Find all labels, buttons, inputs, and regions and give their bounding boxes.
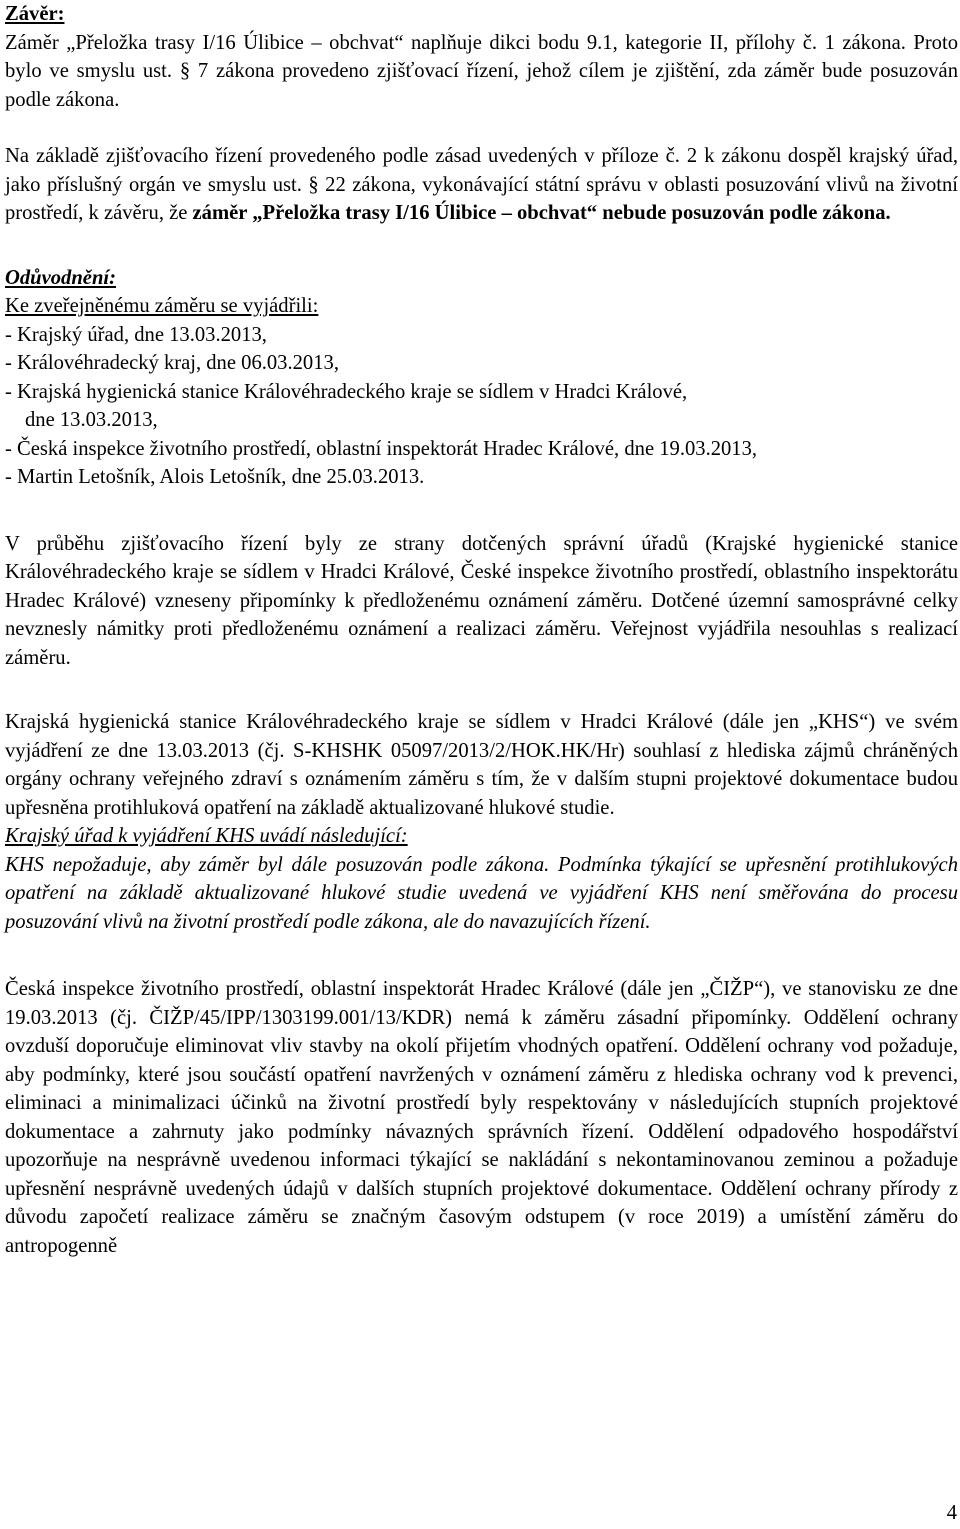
khs-reply-paragraph: KHS nepožaduje, aby záměr byl dále posuzován podle zákona. Podmínka týkající se upřesnění protihlukových opatření na základě aktualizované hlukové studie uvedená ve vyjádření KHS není směřována do procesu posuzování vlivů na životní prostředí podle zákona, ale do navazujících řízení.	[5, 853, 958, 933]
respondents-heading: Ke zveřejněnému záměru se vyjádřili:	[5, 295, 319, 317]
document-page	[5, 0, 958, 1260]
cizp-paragraph: Česká inspekce životního prostředí, oblastní inspektorát Hradec Králové (dále jen „ČIŽP“), ve stanovisku ze dne 19.03.2013 (čj. ČIŽP/45/IPP/1303199.001/13/KDR) nemá k záměru zásadní připomínky. Oddělení ochrany ovzduší doporučuje eliminovat vliv stavby na okolí přijetím vhodných opatření. Oddělení ochrany vod požaduje, aby podmínky, které jsou součástí opatření navržených v oznámení záměru z hlediska ochrany vod k prevenci, eliminaci a minimalizaci účinků na životní prostředí byly respektovány v následujících stupních projektové dokumentace a zahrnuty jako podmínky návazných správních řízení. Oddělení odpadového hospodářství upozorňuje na nesprávně uvedenou informaci týkající se nakládání s nekontaminovanou zeminou a požaduje upřesnění nesprávně uvedených údajů v dalších stupních projektové dokumentace. Oddělení ochrany přírody z důvodu započetí realizace záměru se značným časovým odstupem (v roce 2019) a umístění záměru do antropogenně	[5, 978, 958, 1257]
khs-paragraph: Krajská hygienická stanice Královéhradeckého kraje se sídlem v Hradci Králové (dále jen „KHS“) ve svém vyjádření ze dne 13.03.2013 (čj. S-KHSHK 05097/2013/2/HOK.HK/Hr) souhlasí z hlediska zájmů chráněných orgány ochrany veřejného zdraví s oznámením záměru s tím, že v dalším stupni projektové dokumentace budou upřesněna protihluková opatření na základě aktualizované hlukové studie.	[5, 711, 958, 819]
respondent-item: - Krajská hygienická stanice Královéhradeckého kraje se sídlem v Hradci Králové,	[5, 380, 688, 403]
zaver-paragraph-1: Záměr „Přeložka trasy I/16 Úlibice – obchvat“ naplňuje dikci bodu 9.1, kategorie II, přílohy č. 1 zákona. Proto bylo ve smyslu ust. § 7 zákona provedeno zjišťovací řízení, jehož cílem je zjištění, zda záměr bude posuzován podle zákona.	[5, 31, 958, 111]
respondent-item: - Krajský úřad, dne 13.03.2013,	[5, 323, 267, 346]
zaver-heading: Závěr:	[5, 3, 65, 25]
proceedings-paragraph: V průběhu zjišťovacího řízení byly ze strany dotčených správní úřadů (Krajské hygienické stanice Královéhradeckého kraje se sídlem v Hradci Králové, České inspekce životního prostředí, oblastního inspektorátu Hradec Králové) vzneseny připomínky k předloženému oznámení záměru. Dotčené územní samosprávné celky nevznesly námitky proti předloženému oznámení a realizaci záměru. Veřejnost vyjádřila nesouhlas s realizací záměru.	[5, 532, 958, 669]
respondent-item: - Královéhradecký kraj, dne 06.03.2013,	[5, 352, 339, 374]
page-number: 4	[946, 1502, 957, 1524]
respondent-item: - Česká inspekce životního prostředí, oblastní inspektorát Hradec Králové, dne 19.03.2013,	[5, 437, 758, 460]
respondent-item: - Martin Letošník, Alois Letošník, dne 25.03.2013.	[5, 466, 425, 488]
khs-reply-heading: Krajský úřad k vyjádření KHS uvádí následující:	[5, 825, 408, 847]
zaver-conclusion-bold: záměr „Přeložka trasy I/16 Úlibice – obchvat“ nebude posuzován podle zákona.	[192, 202, 891, 224]
zaver-paragraph-2-text: Na základě zjišťovacího řízení provedeného podle zásad uvedených v příloze č. 2 k zákonu dospěl krajský úřad, jako příslušný orgán ve smyslu ust. § 22 zákona, vykonávající státní správu v oblasti posuzování vlivů na životní prostředí, k závěru, že	[5, 145, 958, 224]
respondent-item-continuation: dne 13.03.2013,	[25, 409, 158, 431]
zaver-paragraph-2	[5, 142, 958, 228]
oduvodneni-heading: Odůvodnění:	[5, 266, 116, 289]
